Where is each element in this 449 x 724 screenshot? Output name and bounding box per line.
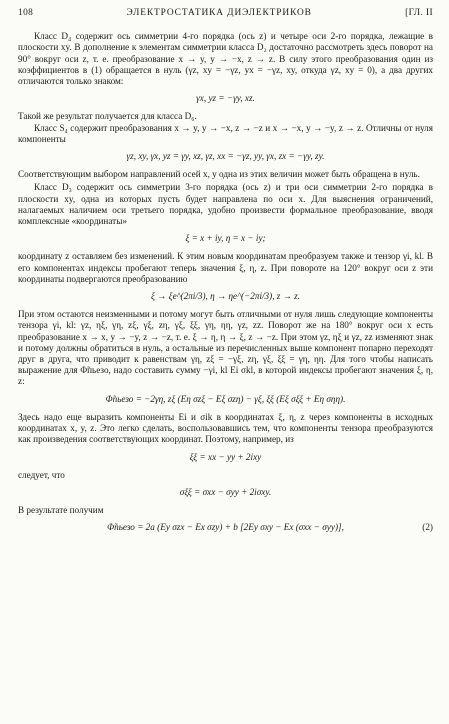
formula-complex-coords: ξ = x + iy, η = x − iy; [185,233,266,244]
formula-xi-xi: ξξ = xx − yy + 2ixy [189,451,262,462]
formula-phi-final-body: Φ̃пьезо = 2a (Ey σzx − Ex σzy) + b [2Ey σxy − Ex (σxx − σyy)], [107,522,344,533]
paragraph-result: В результате получим [18,505,104,516]
paragraph-class-d4: Класс D₄ содержит ось симметрии 4-го порядка (ось z) и четыре оси 2-го порядка, лежащие в плоскости xy. В дополнение к элементам симметрии класса D₂ достаточно рассмотреть здесь поворот на 90° вокруг оси z, т. е. преобразование x → y, y → −x, z → z. В силу этого преобразования один из коэффициентов в (1) обращается в нуль (γz, xy = −γz, yx = −γz, xy, откуда γz, xy = 0), а два других отличаются только знаком: [18,31,433,87]
running-header [18,8,433,19]
paragraph-class-d6: Такой же результат получается для класса D₆. [18,111,197,122]
formula-components-s4: γz, xy, γx, yz = γy, xz, γz, xx = −γz, yy, γx, zx = −γy, zy. [126,151,325,162]
page-number: 108 [18,8,34,18]
paragraph-follows: следует, что [18,469,65,480]
paragraph-axes-choice: Соответствующим выбором направлений осей x, y одна из этих величин может быть обращена в нуль. [18,169,420,180]
paragraph-coordinate-z: координату z оставляем без изменений. К этим новым координатам преобразуем также и тензор γi, kl. В его компонентах индексы пробегают теперь значения ξ, η, z. При повороте на 120° вокруг оси z эти координаты подвергаются преобразованию [18,251,433,284]
formula-sigma-xi-xi: σξξ = σxx − σyy + 2iσxy. [179,486,272,497]
chapter-marker: [ГЛ. II [405,8,433,18]
formula-rotation-120: ξ → ξe^(2πi/3), η → ηe^(−2πi/3), z → z. [150,291,301,302]
equation-number: (2) [422,522,433,533]
running-title: ЭЛЕКТРОСТАТИКА ДИЭЛЕКТРИКОВ [126,8,312,18]
paragraph-invariant-components: При этом остаются неизменными и потому могут быть отличными от нуля лишь следующие компоненты тензора γi, kl: γz, ηξ, γη, zξ, γξ, zη, γξ, ξξ, γη, ηη, γz, zz. Поворот же на 180° вокруг оси x есть преобразование x → x, y → −y, z → −z, т. е. ξ → η, η → ξ, z → −z. При этом γz, ηξ и γz, zz изменяют знак и потому должны обратиться в нуль, а остальные из перечисленных выше компонент попарно переходят друг в друга, что приводит к равенствам γη, zξ = −γξ, zη, γξ, ξξ = γη, ηη. Для того чтобы написать выражение для Φ̃пьезо, надо составить сумму −γi, kl Ei σkl, в которой индексы пробегают значения ξ, η, z: [18,309,433,387]
paragraph-class-s4: Класс S₄ содержит преобразования x → y, y → −x, z → −z и x → −x, y → −y, z → z. Отличны от нуля компоненты [18,122,433,144]
paragraph-class-d3: Класс D₃ содержит ось симметрии 3-го порядка (ось z) и три оси симметрии 2-го порядка в плоскости xy, одна из которых пусть будет направлена по оси x. Для выяснения ограничений, налагаемых наличием оси третьего порядка, удобно произвести формальное преобразование, вводя комплексные «координаты» [18,182,433,227]
formula-gamma-d4: γx, yz = −γy, xz. [196,93,255,104]
formula-phi-final [18,522,433,533]
formula-phi-xi-eta: Φ̃пьезо = −2γη, zξ (Eη σzξ − Eξ σzη) − γξ, ξξ (Eξ σξξ + Eη σηη). [105,393,346,404]
paragraph-express-components: Здесь надо еще выразить компоненты Ei и σik в координатах ξ, η, z через компоненты в исходных координатах x, y, z. Это легко сделать, воспользовавшись тем, что компоненты тензора преобразуются как произведения соответствующих координат. Поэтому, например, из [18,411,433,445]
